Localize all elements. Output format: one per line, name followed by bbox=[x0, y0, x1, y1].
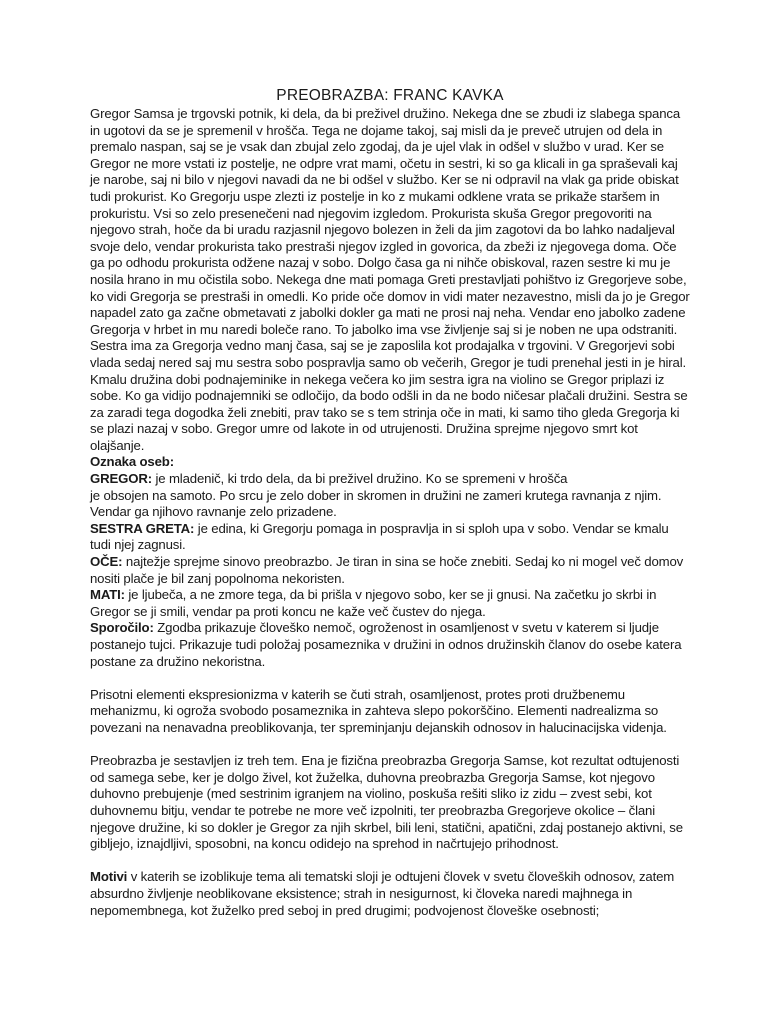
summary-paragraph: Gregor Samsa je trgovski potnik, ki dela, da bi preživel družino. Nekega dne se zbudi iz slabega spanca in ugotovi da se je spremenil v hrošča. Tega ne dojame takoj, saj misli da je preveč utrujen od dela in premalo naspan, saj se je vsak dan zbujal zelo zgodaj, da je ujel vlak in odšel v službo v urad. Ker se Gregor ne more vstati iz postelje, ne odpre vrat mami, očetu in sestri, ki so ga klicali in ga spraševali kaj je narobe, saj ni bilo v njegovi navadi da ne bi odšel v službo. Ker se ni odpravil na vlak ga pride obiskat tudi prokurist. Ko Gregorju uspe zlezti iz postelje in ko z mukami odklene vrata se prikaže staršem in prokuristu. Vsi so zelo presenečeni nad njegovim izgledom. Prokurista skuša Gregor pregovoriti na njegovo strah, hoče da bi uradu razjasnil njegovo bolezen in želi da jim zagotovi da bo lahko nadaljeval svoje delo, vendar prokurista tako prestraši njegov izgled in govorica, da zbeži iz njegovega doma. Oče ga po odhodu prokurista odžene nazaj v sobo. Dolgo časa ga ni nihče obiskoval, razen sestre ki mu je nosila hrano in mu očistila sobo. Nekega dne mati pomaga Greti prestavljati pohištvo iz Gregorjeve sobe, ko vidi Gregorja se prestraši in omedli. Ko pride oče domov in vidi mater nezavestno, misli da jo je Gregor napadel zato ga začne obmetavati z jabolki dokler ga mati ne prosi naj neha. Vendar eno jabolko zadene Gregorja v hrbet in mu naredi boleče rano. To jabolko ima vse življenje saj si je noben ne upa odstraniti. Sestra ima za Gregorja vedno manj časa, saj se je zaposlila kot prodajalka v trgovini. V Gregorjevi sobi vlada sedaj nered saj mu sestra sobo pospravlja samo ob večerih, Gregor je tudi prenehal jesti in je hiral. Kmalu družina dobi podnajeminike in nekega večera ko jim sestra igra na violino se Gregor priplazi iz sobe. Ko ga vidijo podnajemniki se odločijo, da bodo odšli in da ne bodo ničesar plačali družini. Sestra se za zaradi tega dogodka želi znebiti, prav tako se s tem strinja oče in mati, ki samo tiho gleda Gregorja ki se plazi nazaj v sobo. Gregor umre od lakote in od utrujenosti. Družina sprejme njegovo smrt kot olajšanje. bbox=[90, 106, 690, 453]
document-title: PREOBRAZBA: FRANC KAVKA bbox=[276, 87, 504, 104]
character-oce bbox=[90, 554, 690, 587]
paragraph-spacer bbox=[90, 670, 690, 687]
character-name: SESTRA GRETA: bbox=[90, 520, 195, 536]
motives-paragraph bbox=[90, 869, 690, 919]
character-sestra-greta bbox=[90, 521, 690, 554]
paragraph-spacer bbox=[90, 737, 690, 754]
character-name: GREGOR: bbox=[90, 471, 152, 487]
character-description: najtežje sprejme sinovo preobrazbo. Je tiran in sina se hoče znebiti. Sedaj ko ni mogel več domov nositi plače je bil zanj popolnoma nekoristen. bbox=[90, 554, 684, 586]
expressionism-paragraph: Prisotni elementi ekspresionizma v katerih se čuti strah, osamljenost, protes proti družbenemu mehanizmu, ki ogroža svobodo posameznika in zahteva slepo pokorščino. Elementi nadrealizma so povezani na nenavadna preoblikovanja, ter spreminjanju dejanskih odnosov in halucinacijska videnja. bbox=[90, 686, 667, 735]
character-description: je mladenič, ki trdo dela, da bi preživel družino. Ko se spremeni v hrošča bbox=[151, 471, 568, 487]
motives-text: v katerih se izoblikuje tema ali tematski sloji je odtujeni človek v svetu človeških odnosov, zatem absurdno življenje neoblikovane eksistence; strah in nesigurnost, ki človeka naredi majhnega in nepomembnega, kot žuželko pred seboj in pred drugimi; podvojenost človeške osebnosti; bbox=[90, 869, 675, 918]
character-mati bbox=[90, 587, 690, 620]
characters-heading bbox=[90, 454, 690, 471]
character-description: je ljubeča, a ne zmore tega, da bi prišla v njegovo sobo, ker se ji gnusi. Na začetku jo skrbi in Gregor se ji smili, vendar pa proti koncu ne kaže več čustev do njega. bbox=[90, 587, 657, 619]
message-label: Sporočilo: bbox=[90, 620, 154, 636]
character-gregor bbox=[90, 471, 690, 488]
character-name: MATI: bbox=[90, 587, 125, 603]
motives-label: Motivi bbox=[90, 869, 128, 885]
document-page bbox=[90, 86, 690, 919]
message-paragraph bbox=[90, 620, 690, 670]
message-text: Zgodba prikazuje človeško nemoč, ogroženost in osamljenost v svetu v katerem si ljudje postanejo tujci. Prikazuje tudi položaj posameznika v družini in odnos družinskih članov do osebe katera postane za družino nekoristna. bbox=[90, 620, 682, 669]
character-name: OČE: bbox=[90, 554, 123, 570]
characters-heading-text: Oznaka oseb: bbox=[90, 454, 174, 470]
paragraph-spacer bbox=[90, 853, 690, 870]
structure-paragraph: Preobrazba je sestavljen iz treh tem. Ena je fizična preobrazba Gregorja Samse, kot rezultat odtujenosti od samega sebe, ker je dolgo živel, kot žuželka, duhovna preobrazba Gregorja Samse, kot njegovo duhovno prebujenje (med sestrinim igranjem na violino, poskuša rešiti sliko iz zidu – zvest sebi, kot duhovnemu bitju, vendar te potrebe ne more več izpolniti, ter preobrazba Gregorjeve okolice – člani njegove družine, ki so dokler je Gregor za njih skrbel, bili leni, statični, apatični, zdaj postanejo aktivni, se gibljejo, iznajdljivi, sposobni, na koncu odidejo na sprehod in načrtujejo prihodnost. bbox=[90, 753, 683, 852]
character-gregor-continued: je obsojen na samoto. Po srcu je zelo dober in skromen in družini ne zameri krutega ravnanja z njim. Vendar ga njihovo ravnanje zelo prizadene. bbox=[90, 487, 662, 520]
character-description: je edina, ki Gregorju pomaga in pospravlja in si sploh upa v sobo. Vendar se kmalu tudi njej zagnusi. bbox=[90, 520, 669, 553]
